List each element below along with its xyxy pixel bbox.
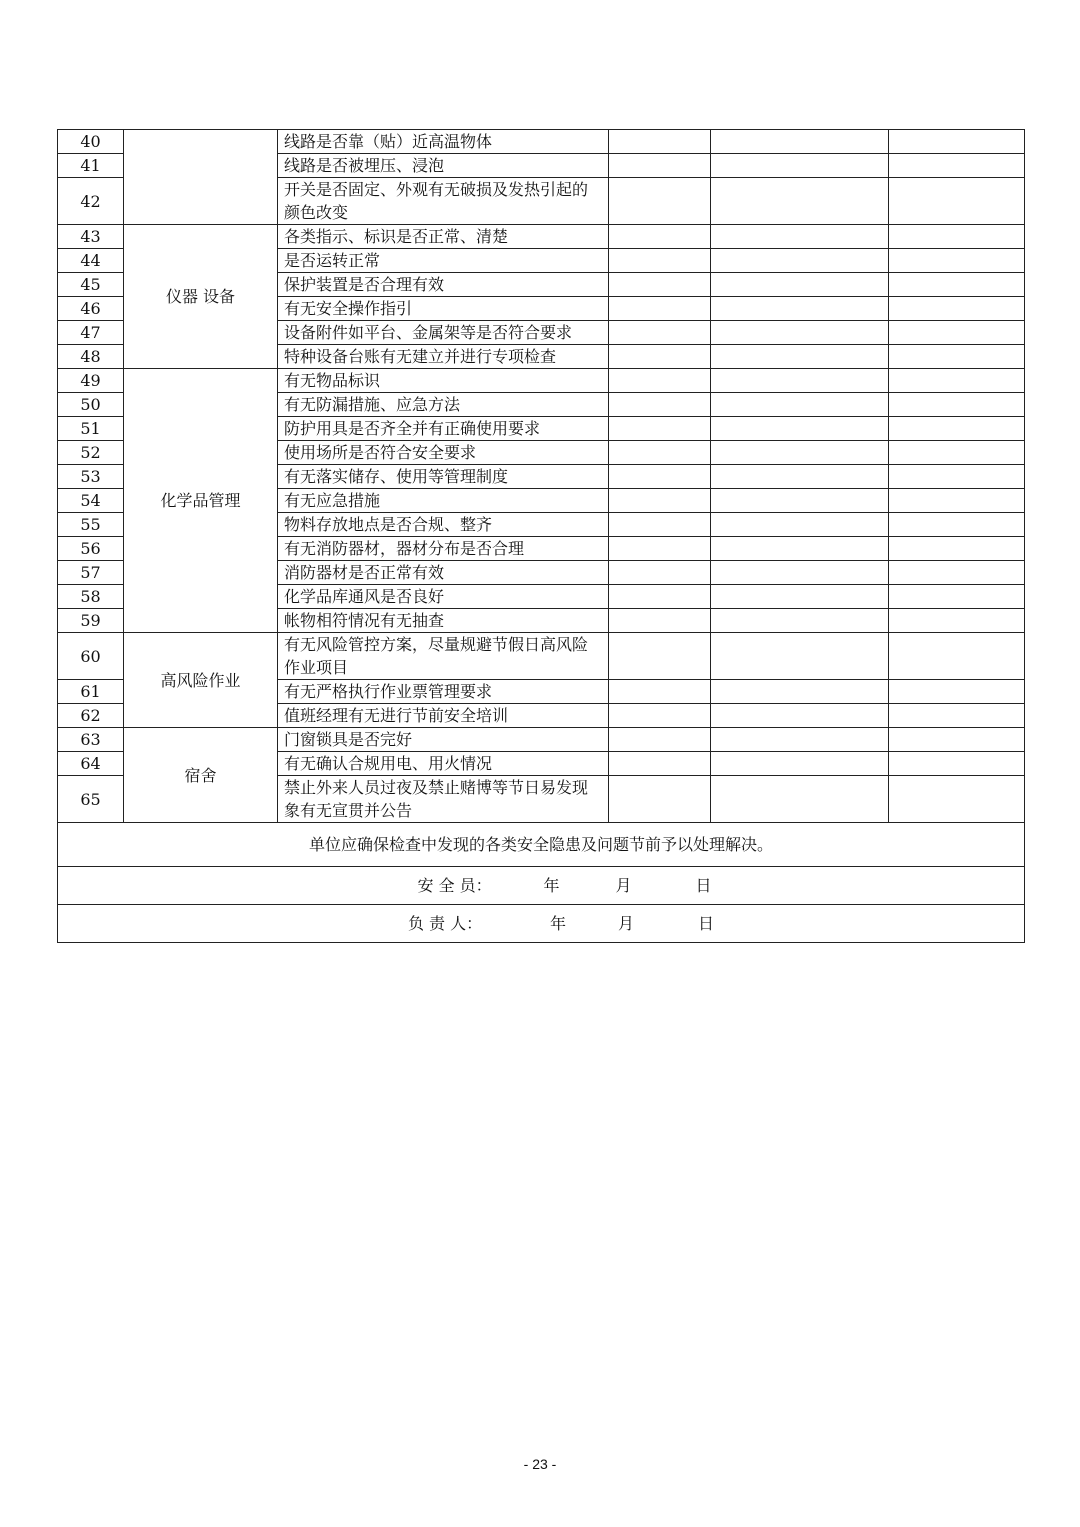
issue-cell (711, 321, 889, 345)
remark-cell (889, 369, 1025, 393)
issue-cell (711, 728, 889, 752)
remark-cell (889, 417, 1025, 441)
result-cell (609, 680, 711, 704)
category-equipment: 仪器 设备 (124, 225, 278, 369)
row-number: 61 (58, 680, 124, 704)
issue-cell (711, 345, 889, 369)
remark-cell (889, 130, 1025, 154)
remark-cell (889, 776, 1025, 823)
remark-cell (889, 273, 1025, 297)
issue-cell (711, 393, 889, 417)
issue-cell (711, 465, 889, 489)
check-item: 防护用具是否齐全并有正确使用要求 (278, 417, 609, 441)
result-cell (609, 393, 711, 417)
issue-cell (711, 130, 889, 154)
year-label: 年 (549, 914, 566, 933)
day-label: 日 (695, 876, 712, 895)
page-number: - 23 - (523, 1456, 557, 1472)
remark-cell (889, 249, 1025, 273)
row-number: 42 (58, 178, 124, 225)
result-cell (609, 752, 711, 776)
remark-cell (889, 680, 1025, 704)
category-cell (124, 130, 278, 225)
safety-officer-label: 安 全 员： (417, 876, 492, 895)
row-number: 50 (58, 393, 124, 417)
table-row (58, 633, 1025, 680)
result-cell (609, 297, 711, 321)
table-row (58, 130, 1025, 154)
row-number: 59 (58, 609, 124, 633)
remark-cell (889, 585, 1025, 609)
result-cell (609, 273, 711, 297)
remark-cell (889, 178, 1025, 225)
check-item: 有无物品标识 (278, 369, 609, 393)
check-item: 开关是否固定、外观有无破损及发热引起的颜色改变 (278, 178, 609, 225)
row-number: 57 (58, 561, 124, 585)
remark-cell (889, 728, 1025, 752)
row-number: 52 (58, 441, 124, 465)
day-label: 日 (698, 914, 715, 933)
row-number: 64 (58, 752, 124, 776)
issue-cell (711, 417, 889, 441)
check-item: 保护装置是否合理有效 (278, 273, 609, 297)
check-item: 有无消防器材，器材分布是否合理 (278, 537, 609, 561)
category-chemicals: 化学品管理 (124, 369, 278, 633)
remark-cell (889, 321, 1025, 345)
row-number: 46 (58, 297, 124, 321)
month-label: 月 (617, 914, 634, 933)
check-item: 有无确认合规用电、用火情况 (278, 752, 609, 776)
remark-cell (889, 154, 1025, 178)
result-cell (609, 537, 711, 561)
result-cell (609, 417, 711, 441)
issue-cell (711, 178, 889, 225)
check-item: 帐物相符情况有无抽查 (278, 609, 609, 633)
issue-cell (711, 776, 889, 823)
category-high-risk: 高风险作业 (124, 633, 278, 728)
remark-cell (889, 633, 1025, 680)
table-row (58, 728, 1025, 752)
issue-cell (711, 633, 889, 680)
result-cell (609, 154, 711, 178)
result-cell (609, 609, 711, 633)
inspection-table (57, 129, 1025, 943)
remark-cell (889, 465, 1025, 489)
check-item: 使用场所是否符合安全要求 (278, 441, 609, 465)
check-item: 门窗锁具是否完好 (278, 728, 609, 752)
remark-cell (889, 513, 1025, 537)
issue-cell (711, 225, 889, 249)
issue-cell (711, 489, 889, 513)
check-item: 有无安全操作指引 (278, 297, 609, 321)
row-number: 60 (58, 633, 124, 680)
remark-cell (889, 393, 1025, 417)
result-cell (609, 225, 711, 249)
year-label: 年 (543, 876, 560, 895)
remark-cell (889, 752, 1025, 776)
result-cell (609, 776, 711, 823)
check-item: 值班经理有无进行节前安全培训 (278, 704, 609, 728)
result-cell (609, 704, 711, 728)
remark-cell (889, 704, 1025, 728)
remark-cell (889, 225, 1025, 249)
row-number: 63 (58, 728, 124, 752)
check-item: 有无防漏措施、应急方法 (278, 393, 609, 417)
remark-cell (889, 609, 1025, 633)
remark-cell (889, 537, 1025, 561)
issue-cell (711, 297, 889, 321)
result-cell (609, 441, 711, 465)
row-number: 43 (58, 225, 124, 249)
person-in-charge-label: 负 责 人： (407, 914, 483, 933)
check-item: 化学品库通风是否良好 (278, 585, 609, 609)
row-number: 47 (58, 321, 124, 345)
table-row (58, 225, 1025, 249)
result-cell (609, 345, 711, 369)
issue-cell (711, 537, 889, 561)
result-cell (609, 561, 711, 585)
signature-row-safety-officer (58, 867, 1025, 905)
note-text: 单位应确保检查中发现的各类安全隐患及问题节前予以处理解决。 (58, 823, 1025, 867)
row-number: 40 (58, 130, 124, 154)
row-number: 45 (58, 273, 124, 297)
check-item: 线路是否被埋压、浸泡 (278, 154, 609, 178)
check-item: 是否运转正常 (278, 249, 609, 273)
issue-cell (711, 273, 889, 297)
result-cell (609, 249, 711, 273)
remark-cell (889, 441, 1025, 465)
check-item: 有无严格执行作业票管理要求 (278, 680, 609, 704)
check-item: 各类指示、标识是否正常、清楚 (278, 225, 609, 249)
row-number: 44 (58, 249, 124, 273)
row-number: 48 (58, 345, 124, 369)
check-item: 禁止外来人员过夜及禁止赌博等节日易发现象有无宣贯并公告 (278, 776, 609, 823)
check-item: 设备附件如平台、金属架等是否符合要求 (278, 321, 609, 345)
check-item: 有无落实储存、使用等管理制度 (278, 465, 609, 489)
result-cell (609, 513, 711, 537)
row-number: 55 (58, 513, 124, 537)
result-cell (609, 178, 711, 225)
issue-cell (711, 752, 889, 776)
remark-cell (889, 561, 1025, 585)
result-cell (609, 585, 711, 609)
check-item: 有无应急措施 (278, 489, 609, 513)
category-dormitory: 宿舍 (124, 728, 278, 823)
result-cell (609, 130, 711, 154)
check-item: 特种设备台账有无建立并进行专项检查 (278, 345, 609, 369)
check-item: 线路是否靠（贴）近高温物体 (278, 130, 609, 154)
row-number: 56 (58, 537, 124, 561)
result-cell (609, 633, 711, 680)
issue-cell (711, 680, 889, 704)
issue-cell (711, 704, 889, 728)
issue-cell (711, 441, 889, 465)
issue-cell (711, 513, 889, 537)
row-number: 62 (58, 704, 124, 728)
row-number: 58 (58, 585, 124, 609)
remark-cell (889, 489, 1025, 513)
row-number: 54 (58, 489, 124, 513)
row-number: 51 (58, 417, 124, 441)
note-row (58, 823, 1025, 867)
remark-cell (889, 297, 1025, 321)
result-cell (609, 465, 711, 489)
row-number: 53 (58, 465, 124, 489)
check-item: 物料存放地点是否合规、整齐 (278, 513, 609, 537)
issue-cell (711, 369, 889, 393)
table-row (58, 369, 1025, 393)
issue-cell (711, 585, 889, 609)
result-cell (609, 728, 711, 752)
row-number: 49 (58, 369, 124, 393)
issue-cell (711, 561, 889, 585)
check-item: 有无风险管控方案，尽量规避节假日高风险作业项目 (278, 633, 609, 680)
row-number: 41 (58, 154, 124, 178)
remark-cell (889, 345, 1025, 369)
result-cell (609, 489, 711, 513)
result-cell (609, 321, 711, 345)
issue-cell (711, 154, 889, 178)
check-item: 消防器材是否正常有效 (278, 561, 609, 585)
issue-cell (711, 249, 889, 273)
signature-row-person-in-charge (58, 905, 1025, 943)
result-cell (609, 369, 711, 393)
issue-cell (711, 609, 889, 633)
month-label: 月 (615, 876, 632, 895)
row-number: 65 (58, 776, 124, 823)
